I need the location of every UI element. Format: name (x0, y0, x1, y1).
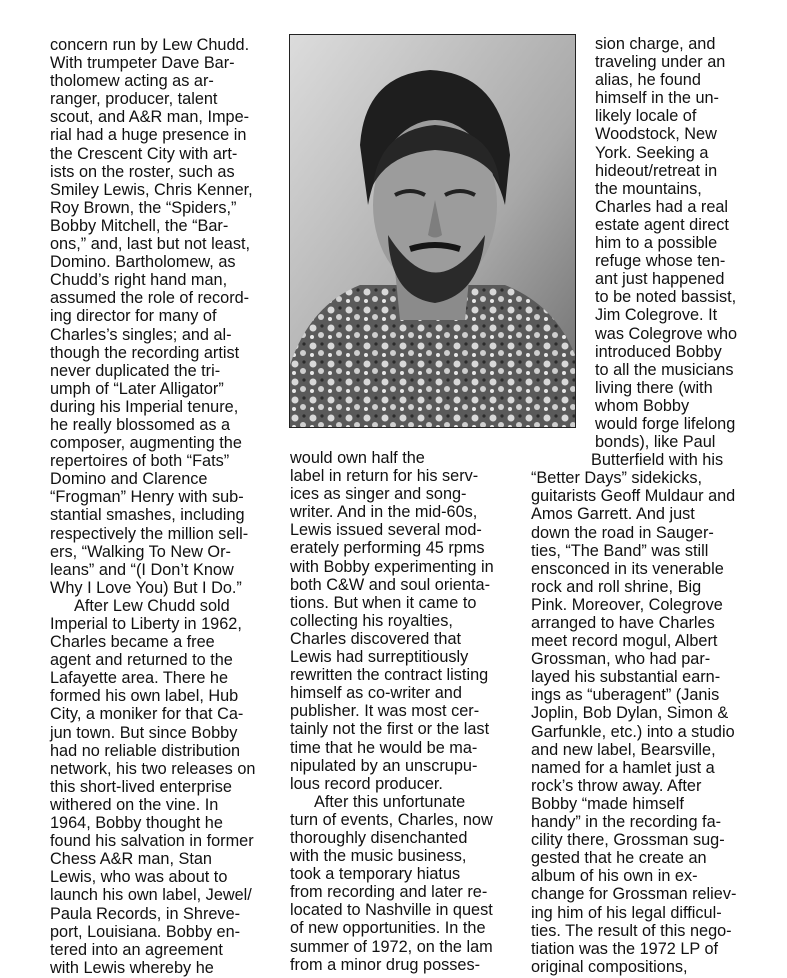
column1-line: during his Imperial tenure, (50, 397, 239, 416)
column3-line: ings as “uberagent” (Janis (531, 686, 720, 705)
column1-line: leans” and “(I Don’t Know (50, 560, 234, 579)
column1-line: Lewis, who was about to (50, 868, 228, 887)
column2-line: thoroughly disenchanted (290, 828, 468, 847)
column3-line: ensconced in its venerable (531, 559, 724, 578)
column3-line: rock and roll shrine, Big (531, 577, 702, 596)
column2-line: time that he would be ma- (290, 738, 478, 757)
column1-line: City, a moniker for that Ca- (50, 705, 244, 724)
column1-line: Bobby Mitchell, the “Bar- (50, 216, 229, 235)
column3-line: Joplin, Bob Dylan, Simon & (531, 704, 729, 723)
column2-line: with Bobby experimenting in (290, 557, 494, 576)
column1-line: tholomew acting as ar- (50, 72, 214, 91)
column2-line: took a temporary hiatus (290, 865, 461, 884)
column3-line: cility there, Grossman sug- (531, 831, 725, 850)
column2-line: with the music business, (290, 847, 467, 866)
column1-line: Paula Records, in Shreve- (50, 904, 241, 923)
column3-line: estate agent direct (595, 215, 729, 234)
column1-line: ers, “Walking To New Or- (50, 542, 231, 561)
column3-line: ant just happened (595, 270, 725, 289)
column3-line: meet record mogul, Albert (531, 632, 718, 651)
column1-line: tered into an agreement (50, 940, 223, 959)
column2-line: nipulated by an unscrupu- (290, 756, 478, 775)
column1-line: With trumpeter Dave Bar- (50, 54, 235, 73)
column3-line: Grossman, who had par- (531, 650, 711, 669)
column2-line: from a minor drug posses- (290, 955, 481, 974)
column2-line: Charles discovered that (290, 629, 462, 648)
column2-line: collecting his royalties, (290, 611, 453, 630)
column3-line: tiation was the 1972 LP of (531, 939, 719, 958)
column1-line: found his salvation in former (50, 832, 254, 851)
column1-line: stantial smashes, including (50, 506, 245, 525)
column3-line: York. Seeking a (595, 143, 709, 162)
column1-line: “Frogman” Henry with sub- (50, 488, 244, 507)
column3-line: “Better Days” sidekicks, (531, 469, 702, 488)
column3-line: Jim Colegrove. It (595, 306, 718, 325)
column1-line: though the recording artist (50, 343, 240, 362)
column1-line: ing director for many of (50, 307, 217, 326)
column1-line: respectively the million sell- (50, 524, 249, 543)
column2-line: from recording and later re- (290, 883, 488, 902)
column2-line: label in return for his serv- (290, 467, 479, 486)
column1-line: Imperial to Liberty in 1962, (50, 615, 242, 633)
column1-line: 1964, Bobby thought he (50, 814, 223, 833)
column1-line: composer, augmenting the (50, 434, 242, 453)
column3-line: Bobby “made himself (531, 794, 684, 813)
column2-line: ices as singer and song- (290, 485, 467, 504)
column1-line: ists on the roster, such as (50, 162, 235, 181)
column2-line: tainly not the first or the last (290, 720, 490, 739)
column2-line: Lewis had surreptitiously (290, 648, 469, 667)
column1-line: ranger, producer, talent (50, 90, 218, 109)
column3-line: ing him of his legal difficul- (531, 903, 722, 922)
column2-line: rewritten the contract listing (290, 666, 489, 685)
column1-line: Roy Brown, the “Spiders,” (50, 198, 237, 217)
column2-line: publisher. It was most cer- (290, 702, 480, 721)
column1-line: agent and returned to the (50, 651, 233, 670)
article-column-2 (290, 449, 505, 974)
column3-line: gested that he create an (531, 849, 707, 868)
column1-line: with Lewis whereby he (50, 958, 214, 977)
article-column-3 (531, 35, 746, 976)
column2-line: would own half the (290, 449, 425, 467)
column3-line: ties. The result of this nego- (531, 921, 732, 940)
column3-line: Charles had a real (595, 197, 729, 216)
column1-line: port, Louisiana. Bobby en- (50, 922, 241, 941)
column1-line: ons,” and, last but not least, (50, 235, 251, 254)
column1-line: jun town. But since Bobby (50, 723, 238, 742)
column3-line: named for a hamlet just a (531, 758, 715, 777)
column3-line: Amos Garrett. And just (531, 505, 695, 524)
column1-line: concern run by Lew Chudd. (50, 36, 250, 54)
column3-line: arranged to have Charles (531, 614, 715, 632)
column3-line: and new label, Bearsville, (531, 740, 716, 759)
column1-line: this short-lived enterprise (50, 777, 232, 796)
column3-line: Woodstock, New (595, 125, 717, 144)
column3-line: rock’s throw away. After (531, 776, 702, 795)
column3-line: original compositions, (531, 957, 688, 976)
column3-line: alias, he found (595, 71, 701, 90)
column1-line: repertoires of both “Fats” (50, 452, 230, 471)
column2-line: tions. But when it came to (290, 593, 477, 612)
column1-line: Domino. Bartholomew, as (50, 253, 236, 272)
column2-line: lous record producer. (290, 774, 443, 793)
column3-line: bonds), like Paul (595, 433, 716, 452)
column3-line: album of his own in ex- (531, 867, 698, 886)
column1-line: Domino and Clarence (50, 470, 208, 489)
column3-line: refuge whose ten- (595, 252, 726, 271)
column3-line: him to a possible (595, 234, 718, 253)
column3-line: living there (with (595, 378, 713, 397)
column1-line: Lafayette area. There he (50, 669, 229, 688)
column2-line: located to Nashville in quest (290, 901, 493, 920)
column3-line: the mountains, (595, 179, 702, 198)
column1-line: assumed the role of record- (50, 289, 250, 308)
column3-line: layed his substantial earn- (531, 668, 721, 687)
column3-line: Butterfield with his (591, 451, 724, 470)
column3-line: whom Bobby (595, 396, 690, 415)
column1-line: network, his two releases on (50, 759, 256, 778)
column3-line: would forge lifelong (595, 414, 736, 433)
column2-line: himself as co-writer and (290, 684, 462, 703)
column2-line: both C&W and soul orienta- (290, 575, 491, 594)
column3-line: introduced Bobby (595, 342, 722, 361)
column3-line: ties, “The Band” was still (531, 541, 709, 560)
column3-line: likely locale of (595, 107, 697, 126)
column2-line: Lewis issued several mod- (290, 521, 482, 540)
column3-line: handy” in the recording fa- (531, 813, 722, 832)
column3-line: Pink. Moreover, Colegrove (531, 595, 723, 614)
column3-line: guitarists Geoff Muldaur and (531, 487, 736, 506)
column3-line: Garfunkle, etc.) into a studio (531, 722, 735, 741)
column3-line: sion charge, and (595, 35, 716, 53)
column2-line: summer of 1972, on the lam (290, 937, 493, 956)
column1-line: he really blossomed as a (50, 415, 231, 434)
column3-line: traveling under an (595, 53, 726, 72)
column2-line: writer. And in the mid-60s, (290, 503, 478, 522)
column1-line: the Crescent City with art- (50, 144, 238, 163)
column1-line: rial had a huge presence in (50, 126, 247, 145)
column1-line: had no reliable distribution (50, 741, 241, 760)
column1-line: Chudd’s right hand man, (50, 271, 228, 290)
column3-line: change for Grossman reliev- (531, 885, 737, 904)
column1-line: launch his own label, Jewel/ (50, 886, 252, 905)
column3-line: to be noted bassist, (595, 288, 737, 307)
column1-line: Why I Love You) But I Do.” (50, 578, 242, 597)
column3-line: himself in the un- (595, 89, 719, 108)
column1-line: withered on the vine. In (50, 795, 219, 814)
column3-line: was Colegrove who (595, 324, 738, 343)
article-column-1 (50, 36, 265, 977)
column3-line: down the road in Sauger- (531, 523, 714, 542)
column1-line: Chess A&R man, Stan (50, 850, 212, 869)
column2-line: turn of events, Charles, now (290, 810, 493, 829)
column3-line: to all the musicians (595, 360, 734, 379)
column1-line: Charles’s singles; and al- (50, 325, 232, 344)
column1-line: Charles became a free (50, 633, 215, 652)
column1-line: umph of “Later Alligator” (50, 379, 224, 398)
column3-line: hideout/retreat in (595, 161, 718, 180)
column2-line: erately performing 45 rpms (290, 539, 485, 558)
column1-line: formed his own label, Hub (50, 687, 239, 706)
column2-line: of new opportunities. In the (290, 919, 486, 938)
column1-line: scout, and A&R man, Impe- (50, 108, 250, 127)
column1-line: Smiley Lewis, Chris Kenner, (50, 180, 253, 199)
column1-line: never duplicated the tri- (50, 361, 221, 380)
column2-line: After this unfortunate (314, 792, 466, 811)
column1-line: After Lew Chudd sold (74, 596, 230, 615)
